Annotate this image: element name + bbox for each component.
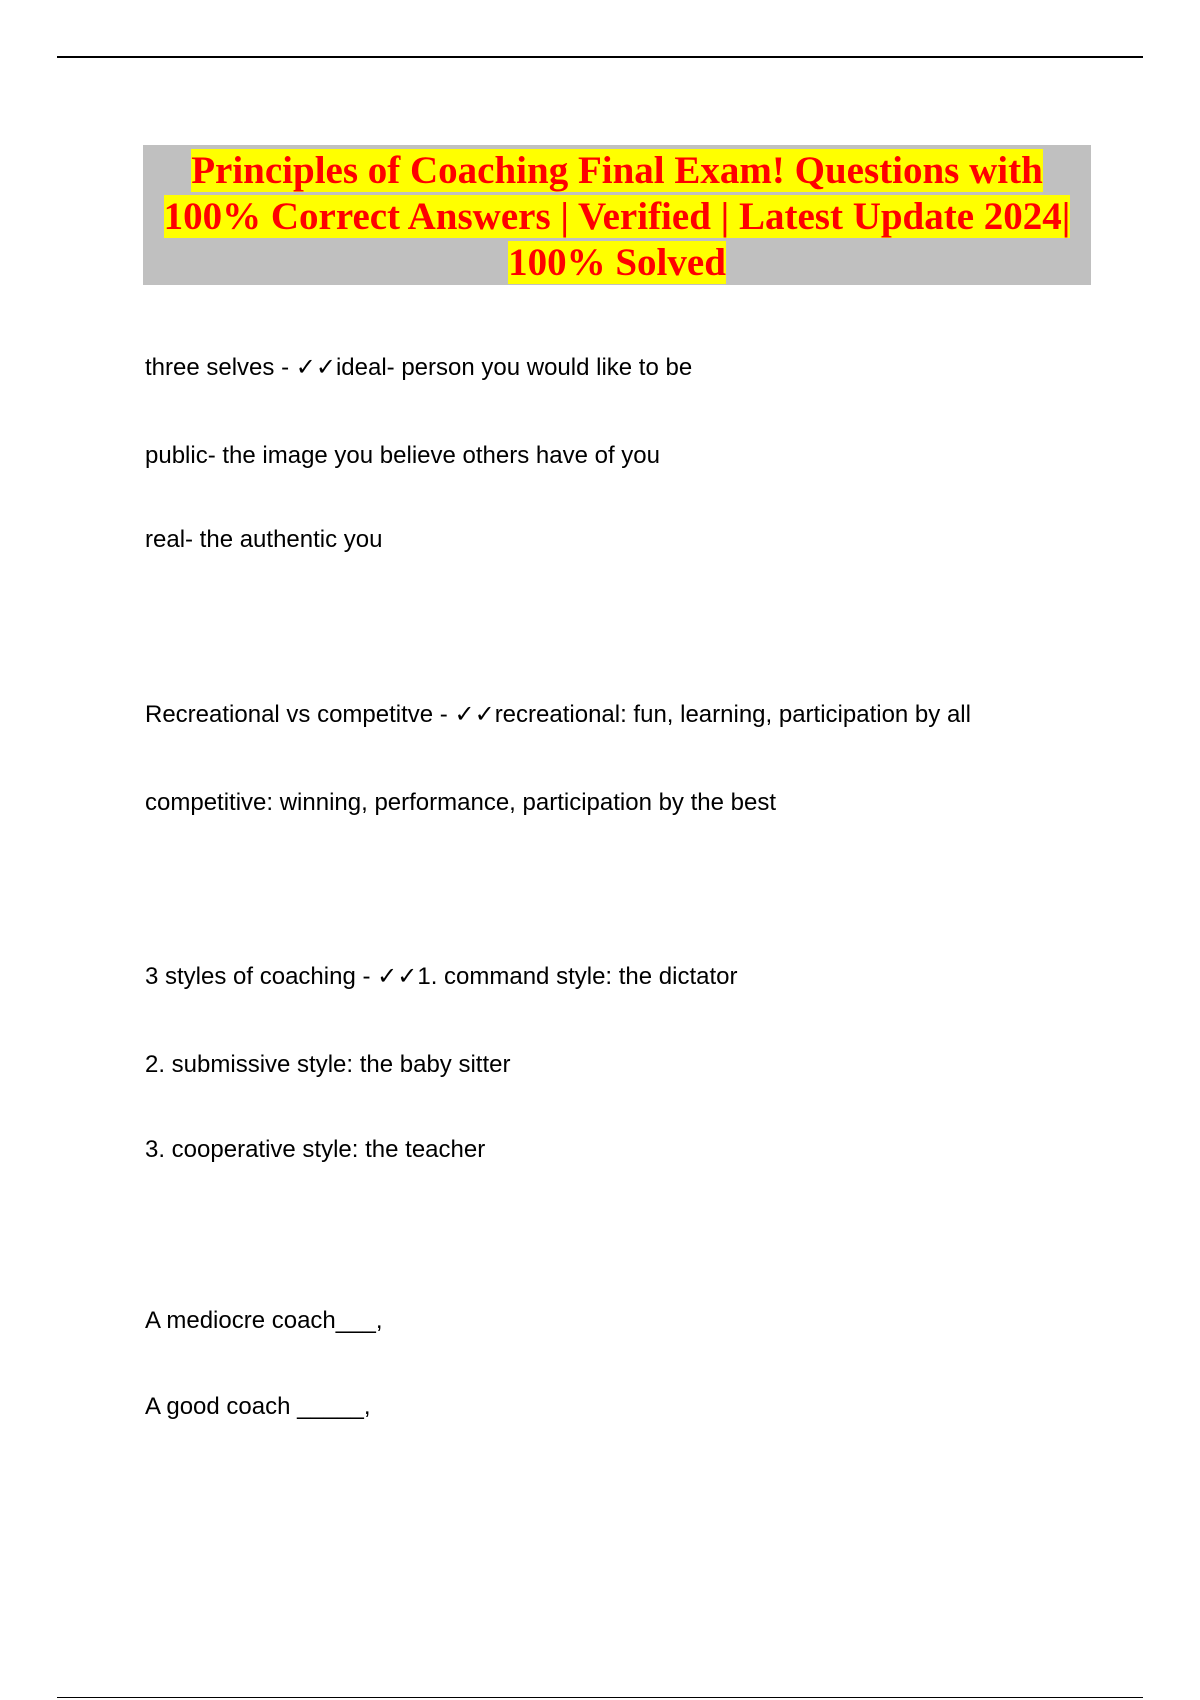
card-4-answer-line-2: A good coach _____,: [145, 1393, 371, 1420]
card-2-question-line: [145, 699, 971, 730]
double-check-icon: ✓✓: [377, 962, 418, 990]
card-2-answer-line-2: competitive: winning, performance, participation by the best: [145, 789, 776, 816]
card-3-term: 3 styles of coaching -: [145, 963, 378, 990]
card-1-question-line: [145, 352, 692, 383]
card-1-answer: ideal- person you would like to be: [335, 354, 693, 381]
card-2-term: Recreational vs competitve -: [145, 701, 455, 728]
card-3-answer: 1. command style: the dictator: [417, 963, 738, 990]
card-1-term: three selves -: [145, 354, 296, 381]
card-1-answer-line-3: real- the authentic you: [145, 526, 383, 553]
card-1-answer-line-2: public- the image you believe others have of you: [145, 442, 660, 469]
card-3-answer-line-2: 2. submissive style: the baby sitter: [145, 1051, 511, 1078]
card-2-answer: recreational: fun, learning, participation by all: [494, 701, 971, 728]
header-rule: [57, 56, 1143, 58]
card-4-term: A mediocre coach___,: [145, 1307, 383, 1334]
card-3-question-line: [145, 961, 738, 992]
document-title: Principles of Coaching Final Exam! Questions with 100% Correct Answers | Verified | Latest Update 2024| 100% Solved: [163, 149, 1071, 284]
double-check-icon: ✓✓: [454, 700, 495, 728]
footer-rule: [57, 1697, 1143, 1698]
double-check-icon: ✓✓: [295, 353, 336, 381]
title-banner: [143, 145, 1091, 285]
card-3-answer-line-3: 3. cooperative style: the teacher: [145, 1136, 486, 1163]
card-4-question-line: [145, 1305, 382, 1336]
